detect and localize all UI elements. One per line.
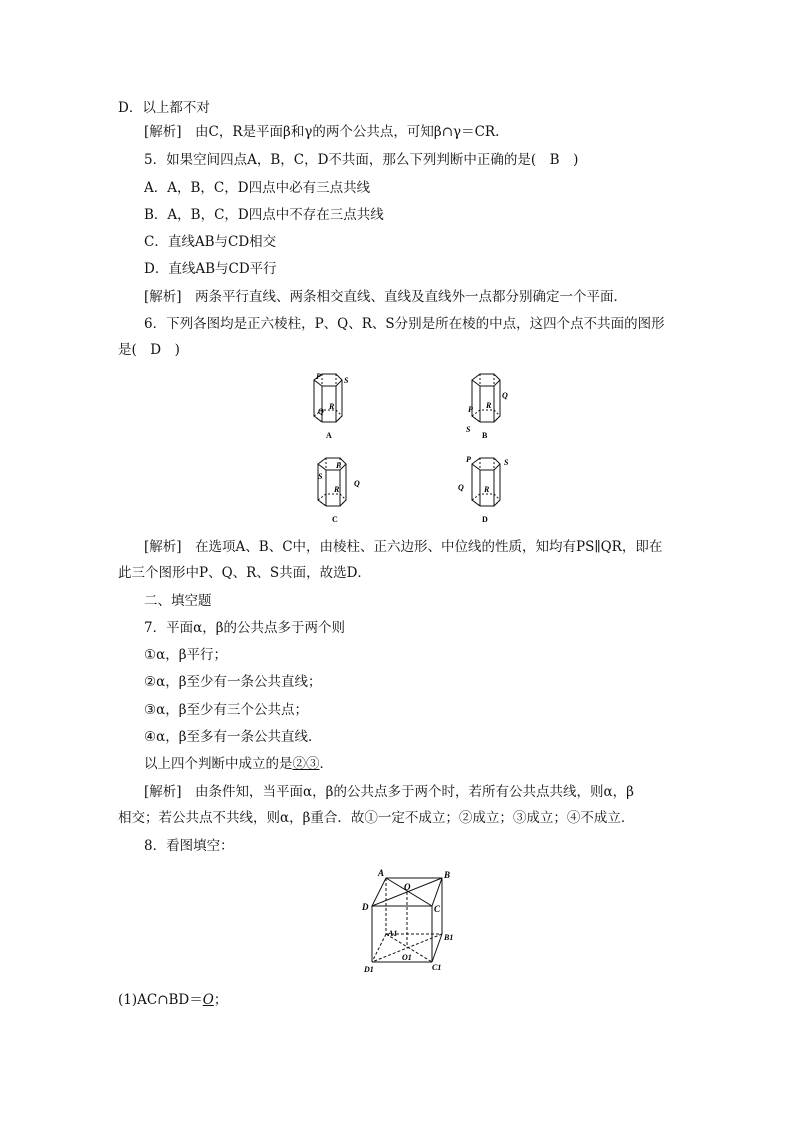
cube-label-b1: B1 — [444, 933, 454, 942]
question-6: 6．下列各图均是正六棱柱，P、Q、R、S分别是所在棱的中点，这四个点不共面的图形 — [144, 316, 665, 332]
cube-label-a: A — [378, 868, 385, 878]
hex-c-label-r: R — [334, 485, 340, 494]
analysis-5: [解析] 两条平行直线、两条相交直线、直线及直线外一点都分别确定一个平面． — [144, 289, 628, 305]
q5-option-b: B．A，B，C，D四点中不存在三点共线 — [144, 207, 384, 223]
q7-conclusion-text: 以上四个判断中成立的是 — [144, 756, 293, 772]
cube-label-o1: O1 — [402, 953, 412, 962]
hex-prism-figures — [290, 368, 530, 528]
q8-part-1-blank: O — [202, 992, 214, 1008]
hex-b-label-r: R — [486, 401, 492, 410]
hex-d-caption: D — [482, 515, 488, 524]
analysis-7: [解析] 由条件知，当平面α，β的公共点多于两个时，若所有公共点共线，则α，β — [144, 784, 634, 800]
q7-conclusion — [144, 754, 333, 774]
analysis-7-cont: 相交；若公共点不共线，则α，β重合．故①一定不成立；②成立；③成立；④不成立． — [118, 810, 635, 826]
question-5: 5．如果空间四点A，B，C，D不共面，那么下列判断中正确的是( B ) — [144, 152, 579, 168]
q7-conclusion-end: ． — [319, 756, 333, 772]
q7-statement-1: ①α，β平行； — [144, 647, 228, 663]
hex-d-label-q: Q — [458, 483, 464, 492]
cube-label-a1: A1 — [388, 929, 398, 938]
analysis-6: [解析] 在选项A、B、C中，由棱柱、正六边形、中位线的性质，知均有PS∥QR，即在 — [144, 539, 663, 555]
analysis-6-cont: 此三个图形中P、Q、R、S共面，故选D． — [118, 565, 371, 581]
q5-option-d: D．直线AB与CD平行 — [144, 261, 277, 277]
cube-figure — [358, 866, 468, 976]
line-d-option: D．以上都不对 — [118, 100, 210, 116]
cube-label-c1: C1 — [432, 963, 442, 972]
hex-b-caption: B — [482, 431, 488, 440]
hex-a-label-p: P — [316, 372, 321, 381]
section-fill-in: 二、填空题 — [144, 593, 212, 609]
hex-c-caption: C — [332, 515, 338, 524]
cube-label-d: D — [362, 902, 369, 912]
cube-label-o: O — [404, 882, 411, 892]
q7-statement-3: ③α，β至少有三个公共点； — [144, 702, 309, 718]
hex-d-label-p: P — [466, 455, 471, 464]
hex-d-label-r: R — [484, 485, 490, 494]
cube-label-d1: D1 — [364, 965, 374, 974]
hex-d-label-s: S — [504, 458, 509, 467]
hex-figure-c — [318, 458, 346, 506]
cube-label-c: C — [434, 904, 441, 914]
hex-figure-d — [472, 458, 500, 506]
hex-c-label-p: P — [336, 461, 341, 470]
hex-a-label-q: Q — [318, 407, 324, 416]
q8-part-1 — [118, 990, 227, 1010]
q7-statement-2: ②α，β至少有一条公共直线； — [144, 674, 322, 690]
question-6-cont: 是( D ) — [118, 342, 180, 358]
q7-statement-4: ④α，β至多有一条公共直线． — [144, 729, 322, 745]
q8-part-1-text: (1)AC∩BD＝ — [118, 992, 203, 1008]
hex-b-label-p: P — [468, 405, 473, 414]
hex-a-label-s: S — [344, 376, 349, 385]
q5-option-a: A．A，B，C，D四点中必有三点共线 — [144, 180, 371, 196]
question-7: 7．平面α，β的公共点多于两个则 — [144, 620, 346, 636]
hex-a-caption: A — [326, 431, 332, 440]
hex-a-label-r: R — [329, 402, 335, 411]
hex-figure-b — [472, 374, 500, 422]
hex-c-label-s: S — [318, 472, 323, 481]
q5-option-c: C．直线AB与CD相交 — [144, 234, 277, 250]
analysis-4: [解析] 由C，R是平面β和γ的两个公共点，可知β∩γ＝CR. — [144, 124, 500, 140]
hex-b-label-q: Q — [502, 391, 508, 400]
q8-part-1-end: ； — [213, 992, 228, 1008]
hex-c-label-q: Q — [354, 479, 360, 488]
hex-b-label-s: S — [466, 425, 471, 434]
question-8: 8．看图填空： — [144, 838, 234, 854]
q7-answer-blank: ②③ — [292, 756, 320, 772]
cube-label-b: B — [444, 870, 451, 880]
